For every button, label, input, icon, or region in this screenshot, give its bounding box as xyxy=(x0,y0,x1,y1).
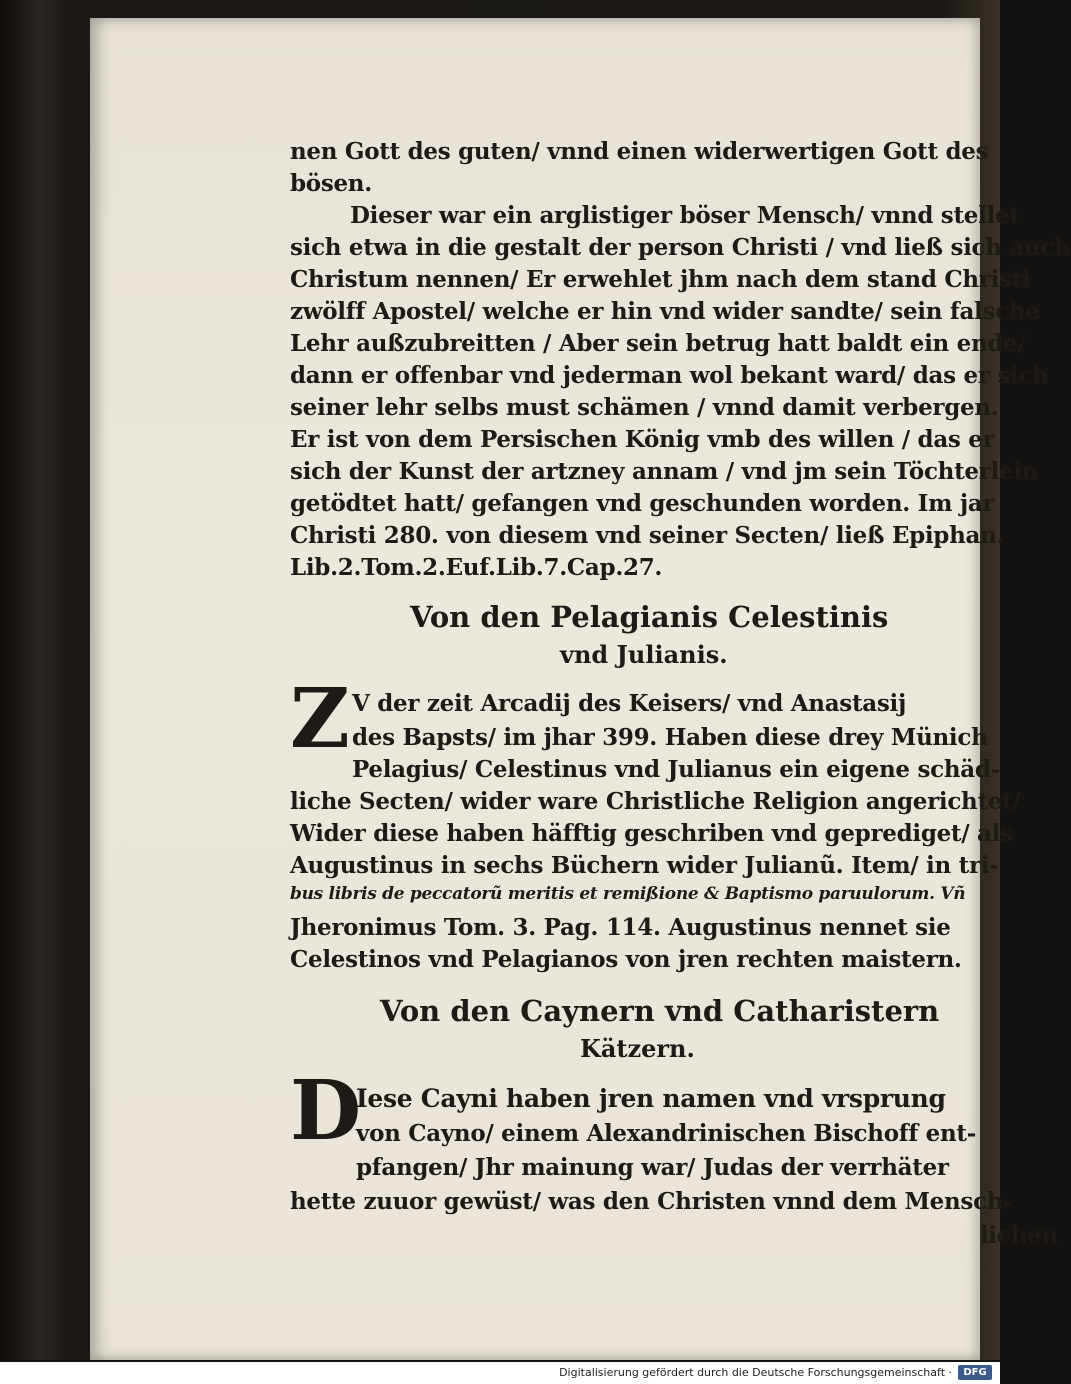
text-line: dann er offenbar vnd jederman wol bekant ward/ das er sich xyxy=(290,362,1049,389)
text-line: Wider diese haben häfftig geschriben vnd geprediget/ als xyxy=(290,820,1013,847)
section-subheading: Kätzern. xyxy=(580,1034,695,1063)
text-line: sich etwa in die gestalt der person Christi / vnd ließ sich auch xyxy=(290,234,1071,261)
text-line: getödtet hatt/ gefangen vnd geschunden worden. Im jar xyxy=(290,490,995,517)
text-line: Augustinus in sechs Büchern wider Julianũ. Item/ in tri- xyxy=(290,852,999,879)
text-line: Er ist von dem Persischen König vmb des willen / das er xyxy=(290,426,995,453)
section-heading: Von den Caynern vnd Catharistern xyxy=(380,994,940,1028)
book-page xyxy=(90,18,1071,1360)
section-heading: Von den Pelagianis Celestinis xyxy=(410,600,889,634)
drop-capital: D xyxy=(290,1063,362,1159)
dfg-logo: DFG xyxy=(958,1365,992,1380)
text-line: Christum nennen/ Er erwehlet jhm nach dem stand Christi xyxy=(290,266,1031,293)
text-line: bus libris de peccatorũ meritis et remißione & Baptismo paruulorum. Vñ xyxy=(290,884,966,904)
text-line: bösen. xyxy=(290,170,372,197)
text-line: liche Secten/ wider ware Christliche Religion angerichtet/ xyxy=(290,788,1021,815)
text-line: Lehr außzubreitten / Aber sein betrug hatt baldt ein ende/ xyxy=(290,330,1026,357)
section-subheading: vnd Julianis. xyxy=(560,640,728,669)
text-line: Lib.2.Tom.2.Euf.Lib.7.Cap.27. xyxy=(290,554,663,581)
text-line: des Bapsts/ im jhar 399. Haben diese drey Münich xyxy=(352,724,988,751)
text-line: Jheronimus Tom. 3. Pag. 114. Augustinus nennet sie xyxy=(290,914,951,941)
text-line: Celestinos vnd Pelagianos von jren rechten maistern. xyxy=(290,946,962,973)
text-line: Dieser war ein arglistiger böser Mensch/ vnnd stellet xyxy=(350,202,1020,229)
text-line: V der zeit Arcadij des Keisers/ vnd Anastasij xyxy=(352,690,906,717)
digitization-footer xyxy=(0,1362,1000,1384)
text-line: Christi 280. von diesem vnd seiner Secten/ ließ Epiphan. xyxy=(290,522,1005,549)
funding-credit: Digitalisierung gefördert durch die Deutsche Forschungsgemeinschaft · xyxy=(559,1366,952,1379)
drop-capital: Z xyxy=(290,671,350,767)
text-line: nen Gott des guten/ vnnd einen widerwertigen Gott des xyxy=(290,138,989,165)
text-line: zwölff Apostel/ welche er hin vnd wider sandte/ sein falsche xyxy=(290,298,1040,325)
text-line: hette zuuor gewüst/ was den Christen vnnd dem Mensch- xyxy=(290,1188,1013,1215)
text-line: sich der Kunst der artzney annam / vnd jm sein Töchterlein xyxy=(290,458,1039,485)
text-line: pfangen/ Jhr mainung war/ Judas der verrhäter xyxy=(356,1154,949,1181)
text-line: von Cayno/ einem Alexandrinischen Bischoff ent- xyxy=(356,1120,976,1147)
text-line: seiner lehr selbs must schämen / vnnd damit verbergen. xyxy=(290,394,999,421)
text-line: Iese Cayni haben jren namen vnd vrsprung xyxy=(356,1084,946,1113)
catchword: lichen xyxy=(980,1222,1058,1249)
text-line: Pelagius/ Celestinus vnd Julianus ein eigene schäd- xyxy=(352,756,1000,783)
